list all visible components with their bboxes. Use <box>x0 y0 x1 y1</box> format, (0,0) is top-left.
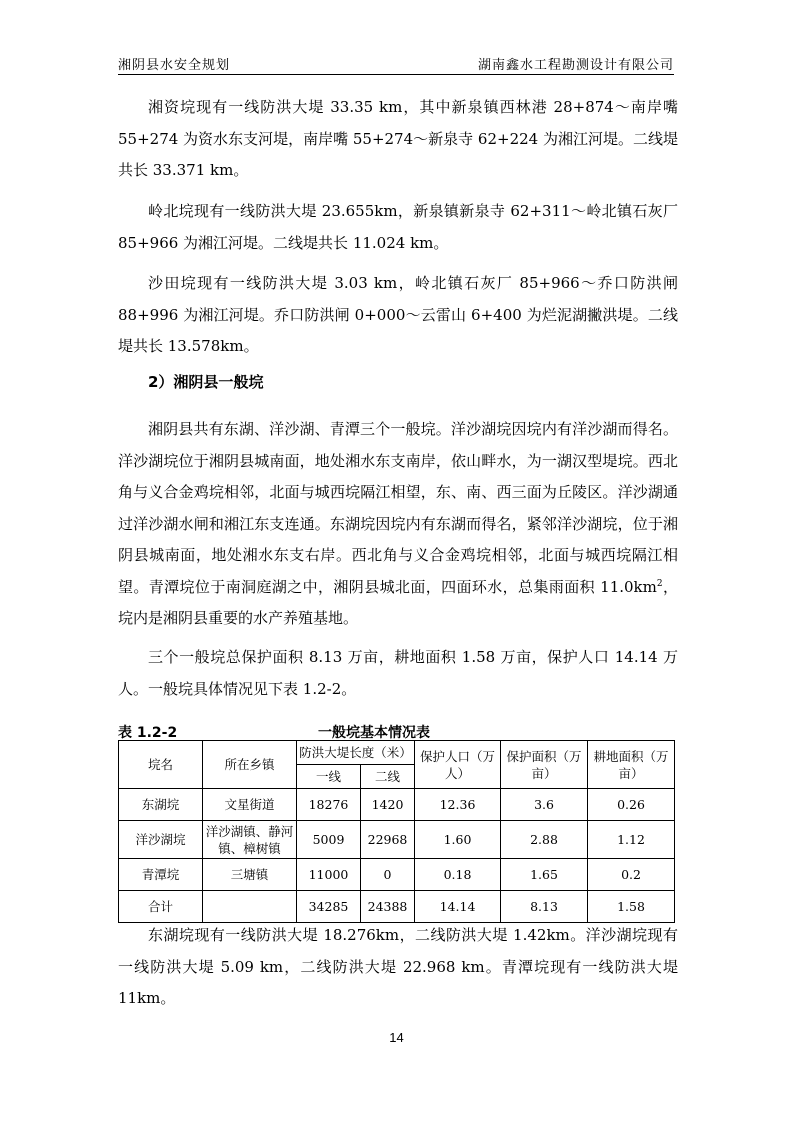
header-polder-name: 垸名 <box>119 741 203 789</box>
cell-farmland: 1.58 <box>588 891 675 923</box>
cell-population: 1.60 <box>415 821 501 859</box>
paragraph-text: 东湖垸现有一线防洪大堤 18.276km，二线防洪大堤 1.42km。洋沙湖垸现有一线防洪大堤 5.09 km，二线防洪大堤 22.968 km。青潭垸现有一线防洪大堤 11km。 <box>118 926 678 1007</box>
page-number: 14 <box>389 1030 404 1045</box>
paragraph-xiangzi <box>118 92 678 187</box>
paragraph-text: 岭北垸现有一线防洪大堤 23.655km，新泉镇新泉寺 62+311～岭北镇石灰厂 85+966 为湘江河堤。二线堤共长 11.024 km。 <box>118 202 678 252</box>
table-title: 一般垸基本情况表 <box>318 725 430 741</box>
table-total-row <box>119 891 675 923</box>
cell-protected-area: 3.6 <box>501 789 588 821</box>
cell-population: 0.18 <box>415 859 501 891</box>
header-line2: 二线 <box>361 765 415 789</box>
cell-line2: 24388 <box>361 891 415 923</box>
paragraph-levee-details <box>118 920 678 1015</box>
cell-protected-area: 8.13 <box>501 891 588 923</box>
paragraph-lingbei <box>118 196 678 259</box>
cell-line1: 11000 <box>297 859 361 891</box>
cell-line2: 0 <box>361 859 415 891</box>
table-caption <box>118 722 674 742</box>
cell-population: 12.36 <box>415 789 501 821</box>
cell-line2: 22968 <box>361 821 415 859</box>
header-town: 所在乡镇 <box>203 741 297 789</box>
cell-line1: 5009 <box>297 821 361 859</box>
paragraph-text: 三个一般垸总保护面积 8.13 万亩，耕地面积 1.58 万亩，保护人口 14.14 万人。一般垸具体情况见下表 1.2-2。 <box>118 648 678 698</box>
cell-farmland: 1.12 <box>588 821 675 859</box>
superscript: 2 <box>656 578 663 589</box>
cell-town: 文星街道 <box>203 789 297 821</box>
table-header-row <box>119 741 675 765</box>
header-document-title: 湘阴县水安全规划 <box>118 58 231 73</box>
table-row <box>119 789 675 821</box>
cell-polder-name: 青潭垸 <box>119 859 203 891</box>
header-company-name: 湖南鑫水工程勘测设计有限公司 <box>477 58 674 73</box>
cell-polder-name: 东湖垸 <box>119 789 203 821</box>
cell-protected-area: 1.65 <box>501 859 588 891</box>
paragraph-summary <box>118 642 678 705</box>
header-population: 保护人口（万人） <box>415 741 501 789</box>
cell-town: 三塘镇 <box>203 859 297 891</box>
paragraph-text <box>118 414 678 635</box>
polder-info-table <box>118 740 675 923</box>
paragraph-shatian <box>118 268 678 363</box>
paragraph-text: 沙田垸现有一线防洪大堤 3.03 km，岭北镇石灰厂 85+966～乔口防洪闸 88+996 为湘江河堤。乔口防洪闸 0+000～云雷山 6+400 为烂泥湖撇洪堤。二线堤共长 13.578km。 <box>118 274 678 355</box>
cell-town <box>203 891 297 923</box>
cell-protected-area: 2.88 <box>501 821 588 859</box>
cell-population: 14.14 <box>415 891 501 923</box>
header-protected-area: 保护面积（万亩） <box>501 741 588 789</box>
page-header <box>118 52 674 75</box>
cell-line1: 18276 <box>297 789 361 821</box>
header-farmland: 耕地面积（万亩） <box>588 741 675 789</box>
header-line1: 一线 <box>297 765 361 789</box>
cell-polder-name: 洋沙湖垸 <box>119 821 203 859</box>
cell-line1: 34285 <box>297 891 361 923</box>
section-heading: 2）湘阴县一般垸 <box>148 373 264 391</box>
table-row <box>119 859 675 891</box>
cell-farmland: 0.26 <box>588 789 675 821</box>
table-number: 表 1.2-2 <box>118 725 178 741</box>
paragraph-general-polders <box>118 414 678 635</box>
table-row <box>119 821 675 859</box>
paragraph-text-part: ，垸内是湘阴县重要的水产养殖基地。 <box>118 577 678 627</box>
cell-farmland: 0.2 <box>588 859 675 891</box>
cell-line2: 1420 <box>361 789 415 821</box>
paragraph-text-part: 湘阴县共有东湖、洋沙湖、青潭三个一般垸。洋沙湖垸因垸内有洋沙湖而得名。洋沙湖垸位于湘阴县城南面，地处湘水东支南岸，依山畔水，为一湖汉型堤垸。西北角与义合金鸡垸相邻，北面与城西垸隔江相望，东、南、西三面为丘陵区。洋沙湖通过洋沙湖水闸和湘江东支连通。东湖垸因垸内有东湖而得名，紧邻洋沙湖垸，位于湘阴县城南面，地处湘水东支右岸。西北角与义合金鸡垸相邻，北面与城西垸隔江相望。青潭垸位于南洞庭湖之中，湘阴县城北面，四面环水，总集雨面积 11.0km <box>118 420 678 596</box>
cell-polder-name: 合计 <box>119 891 203 923</box>
header-levee-length: 防洪大堤长度（米） <box>297 741 415 765</box>
cell-town: 洋沙湖镇、静河镇、樟树镇 <box>203 821 297 859</box>
paragraph-text: 湘资垸现有一线防洪大堤 33.35 km，其中新泉镇西林港 28+874～南岸嘴 55+274 为资水东支河堤，南岸嘴 55+274～新泉寺 62+224 为湘江河堤。二线堤共长 33.371 km。 <box>118 98 678 179</box>
